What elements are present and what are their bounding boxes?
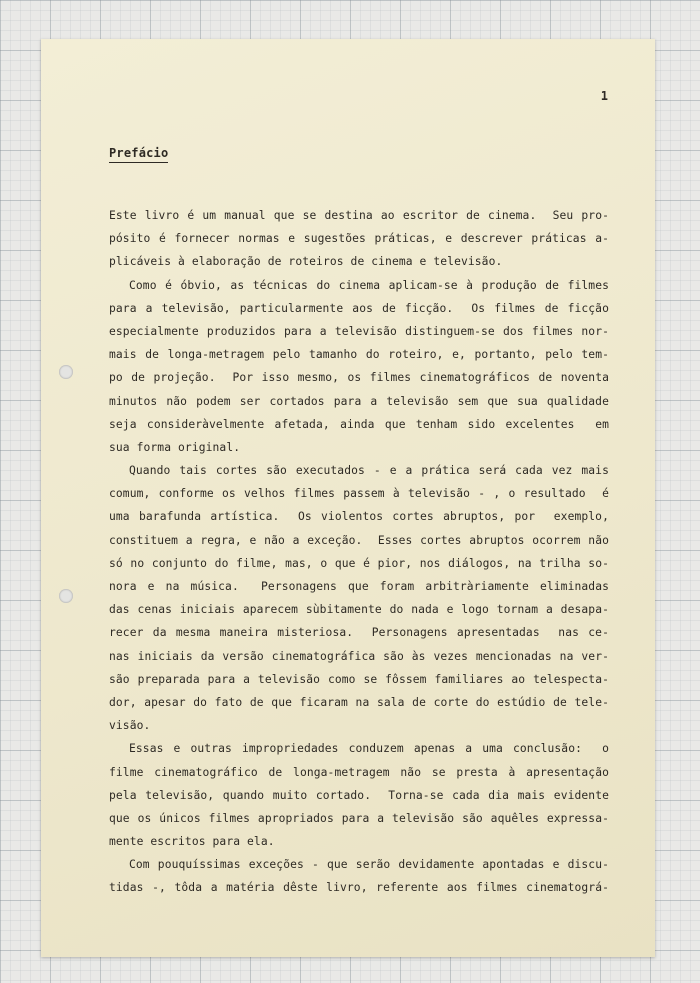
text-line: dor, apesar do fato de que ficaram na sala de corte do estúdio de tele- [109,695,609,709]
text-line: Este livro é um manual que se destina ao escritor de cinema. Seu pro- [109,209,609,222]
text-line: pela televisão, quando muito cortado. Torna-se cada dia mais evidente [109,788,609,802]
punch-hole [59,365,73,379]
text-line: Com pouquíssimas exceções - que serão devidamente apontadas e discu- [129,858,609,872]
text-line: nora e na música. Personagens que foram arbitràriamente eliminadas [109,580,609,593]
punch-hole [59,589,73,603]
text-line: Essas e outras impropriedades conduzem apenas a uma conclusão: o [129,742,609,756]
text-line: pósito é fornecer normas e sugestões práticas, e descrever práticas a- [109,232,609,246]
text-line: recer da mesma maneira misteriosa. Personagens apresentadas nas ce- [109,626,609,640]
text-line: seja consideràvelmente afetada, ainda que tenham sido excelentes em [109,417,609,431]
text-line: po de projeção. Por isso mesmo, os filmes cinematográficos de noventa [109,371,609,385]
text-line: que os únicos filmes apropriados para a televisão são aquêles expressa- [109,811,609,825]
text-line: só no conjunto do filme, mas, o que é pior, nos diálogos, na trilha so- [109,556,609,570]
text-line: mais de longa-metragem pelo tamanho do roteiro, e, portanto, pelo tem- [109,348,609,362]
text-line: especialmente produzidos para a televisão distinguem-se dos filmes nor- [109,324,609,338]
page-number: 1 [600,89,608,103]
text-line: são preparada para a televisão como se fôssem familiares ao telespecta- [109,672,609,686]
text-line: mente escritos para ela. [109,835,275,849]
text-line: comum, conforme os velhos filmes passem à televisão - , o resultado é [109,487,609,501]
text-line: constituem a regra, e não a exceção. Esses cortes abruptos ocorrem não [109,533,609,547]
body-text [109,204,609,900]
text-line: visão. [109,719,151,733]
text-line: minutos não podem ser cortados para a televisão sem que sua qualidade [109,394,609,408]
section-heading: Prefácio [109,146,168,163]
text-line: Quando tais cortes são executados - e a prática será cada vez mais [129,464,609,478]
text-line: nas iniciais da versão cinematográfica são às vezes mencionadas na ver- [109,649,609,663]
text-line: tidas -, tôda a matéria dêste livro, referente aos filmes cinematográ- [109,881,609,895]
text-line: sua forma original. [109,440,241,454]
text-line: plicáveis à elaboração de roteiros de cinema e televisão. [109,255,503,269]
text-line: filme cinematográfico de longa-metragem não se presta à apresentação [109,765,609,779]
text-line: para a televisão, particularmente aos de ficção. Os filmes de ficção [109,301,609,315]
text-line: das cenas iniciais aparecem sùbitamente do nada e logo tornam a desapa- [109,603,609,617]
text-line: Como é óbvio, as técnicas do cinema aplicam-se à produção de filmes [129,278,609,292]
text-line: uma barafunda artística. Os violentos cortes abruptos, por exemplo, [109,510,609,524]
typewritten-page [41,39,655,957]
